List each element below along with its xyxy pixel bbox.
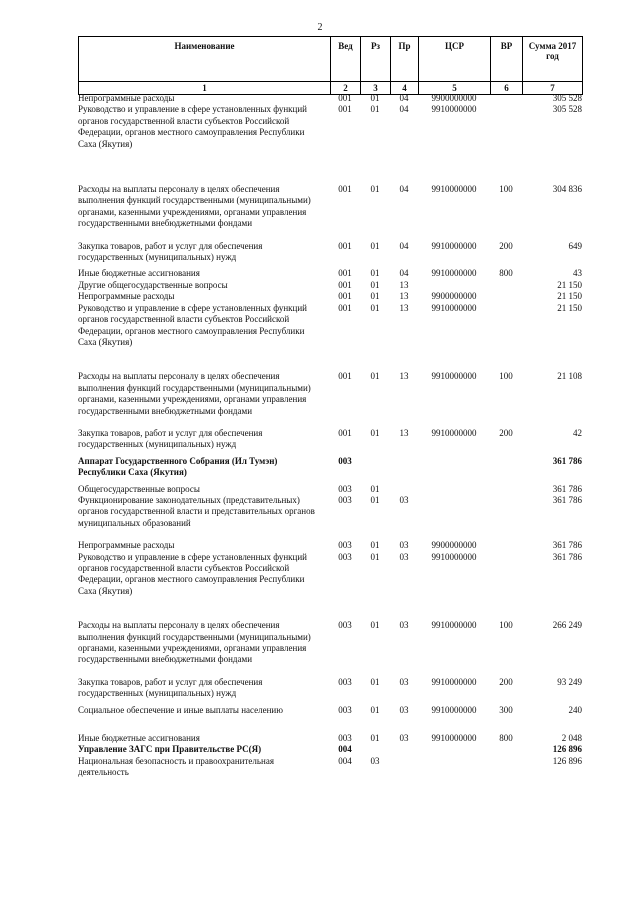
row-vr: 100	[499, 620, 513, 631]
row-name: Другие общегосударственные вопросы	[78, 279, 228, 290]
row-rz: 01	[370, 240, 380, 251]
row-rz: 01	[370, 93, 380, 103]
row-vr	[490, 756, 522, 779]
table-row	[78, 184, 582, 230]
row-ved: 001	[338, 279, 352, 290]
row-rz: 01	[370, 184, 380, 195]
row-ved: 003	[338, 704, 352, 715]
row-pr: 03	[399, 551, 409, 562]
table-row	[78, 733, 582, 744]
header-index-3: 3	[361, 82, 391, 95]
row-pr: 03	[399, 704, 409, 715]
table-row	[78, 280, 582, 291]
row-pr	[390, 484, 418, 495]
row-name: Руководство и управление в сфере установленных функций органов государственной власти субъектов Российской Федерации, органов местного самоуправления Республики Саха (Якутия)	[78, 302, 307, 347]
table-row	[78, 93, 582, 104]
row-ved: 003	[338, 540, 352, 551]
row-sum: 21 150	[557, 302, 582, 313]
row-name: Закупка товаров, работ и услуг для обеспечения государственных (муниципальных) нужд	[78, 240, 263, 263]
row-name: Социальное обеспечение и иные выплаты населению	[78, 704, 283, 715]
row-name: Расходы на выплаты персоналу в целях обеспечения выполнения функций государственными (муниципальными) органами, казенными учреждениями, органами управления государственными внебюджетными фондами	[78, 620, 311, 665]
row-vr	[490, 456, 522, 479]
row-ved: 001	[338, 371, 352, 382]
row-vr	[490, 540, 522, 551]
row-vr	[490, 484, 522, 495]
row-csr: 9910000000	[431, 268, 477, 279]
row-pr: 03	[399, 620, 409, 631]
row-vr	[490, 291, 522, 302]
row-vr	[490, 280, 522, 291]
row-csr: 9900000000	[431, 540, 477, 551]
header-csr: ЦСР	[419, 37, 491, 82]
row-rz: 01	[370, 291, 380, 302]
row-csr	[418, 280, 490, 291]
row-sum: 240	[568, 704, 582, 715]
row-pr: 04	[399, 104, 409, 115]
row-rz: 01	[370, 704, 380, 715]
table-row	[78, 428, 582, 451]
table-row	[78, 756, 582, 779]
row-pr: 04	[399, 268, 409, 279]
row-ved: 004	[338, 755, 352, 766]
row-sum: 361 786	[552, 455, 582, 466]
row-rz: 01	[370, 268, 380, 279]
table-row	[78, 104, 582, 150]
row-sum: 42	[573, 427, 582, 438]
row-name: Иные бюджетные ассигнования	[78, 733, 200, 744]
budget-table-body	[78, 93, 582, 779]
row-sum: 304 836	[552, 184, 582, 195]
row-pr	[390, 744, 418, 755]
row-ved: 003	[338, 733, 352, 744]
row-rz: 01	[370, 551, 380, 562]
row-csr: 9910000000	[431, 620, 477, 631]
row-pr: 04	[399, 240, 409, 251]
row-csr: 9910000000	[431, 302, 477, 313]
row-rz: 01	[370, 494, 380, 505]
row-csr	[418, 495, 490, 529]
row-ved: 001	[338, 93, 352, 103]
row-vr	[490, 93, 522, 104]
row-pr: 03	[399, 676, 409, 687]
table-row	[78, 540, 582, 551]
row-csr: 9910000000	[431, 104, 477, 115]
row-pr: 13	[399, 371, 409, 382]
row-ved: 003	[338, 620, 352, 631]
row-sum: 361 786	[552, 540, 582, 551]
row-pr: 04	[399, 93, 409, 103]
row-name: Национальная безопасность и правоохранительная деятельность	[78, 755, 274, 778]
row-name: Расходы на выплаты персоналу в целях обеспечения выполнения функций государственными (муниципальными) органами, казенными учреждениями, органами управления государственными внебюджетными фондами	[78, 371, 311, 416]
row-ved: 003	[338, 676, 352, 687]
header-index-2: 2	[331, 82, 361, 95]
table-header	[78, 36, 583, 95]
row-sum: 93 249	[557, 676, 582, 687]
header-index-7: 7	[523, 82, 583, 95]
header-ved: Вед	[331, 37, 361, 82]
row-pr: 03	[399, 540, 409, 551]
row-pr	[390, 456, 418, 479]
row-csr	[418, 456, 490, 479]
table-row	[78, 495, 582, 529]
row-sum: 21 150	[557, 291, 582, 302]
table-row	[78, 677, 582, 700]
row-ved: 001	[338, 268, 352, 279]
header-rz: Рз	[361, 37, 391, 82]
row-rz: 01	[370, 279, 380, 290]
row-csr: 9910000000	[431, 427, 477, 438]
row-vr: 100	[499, 371, 513, 382]
table-row	[78, 705, 582, 716]
table-row	[78, 552, 582, 598]
row-pr: 03	[399, 733, 409, 744]
header-index-1: 1	[79, 82, 331, 95]
row-ved: 003	[338, 551, 352, 562]
table-row	[78, 456, 582, 479]
row-name: Непрограммные расходы	[78, 291, 175, 302]
table-row	[78, 291, 582, 302]
header-index-6: 6	[491, 82, 523, 95]
header-name: Наименование	[79, 37, 331, 82]
header-pr: Пр	[391, 37, 419, 82]
row-name: Закупка товаров, работ и услуг для обеспечения государственных (муниципальных) нужд	[78, 427, 263, 450]
row-pr: 13	[399, 427, 409, 438]
table-row	[78, 620, 582, 666]
row-csr: 9910000000	[431, 733, 477, 744]
row-pr: 04	[399, 184, 409, 195]
row-rz: 01	[370, 104, 380, 115]
row-sum: 21 108	[557, 371, 582, 382]
row-name: Общегосударственные вопросы	[78, 483, 200, 494]
row-csr	[418, 484, 490, 495]
row-ved: 001	[338, 184, 352, 195]
row-vr	[490, 552, 522, 598]
row-vr: 300	[499, 704, 513, 715]
row-sum: 361 786	[552, 494, 582, 505]
row-name: Непрограммные расходы	[78, 540, 175, 551]
row-pr	[390, 756, 418, 779]
row-rz	[360, 456, 390, 479]
row-rz: 01	[370, 676, 380, 687]
row-sum: 126 896	[552, 755, 582, 766]
row-rz: 03	[370, 755, 380, 766]
row-name: Непрограммные расходы	[78, 93, 175, 103]
row-ved: 001	[338, 291, 352, 302]
header-index-4: 4	[391, 82, 419, 95]
row-vr: 200	[499, 427, 513, 438]
row-rz: 01	[370, 427, 380, 438]
row-ved: 003	[338, 483, 352, 494]
row-sum: 305 528	[552, 104, 582, 115]
row-ved: 001	[338, 240, 352, 251]
row-name: Закупка товаров, работ и услуг для обеспечения государственных (муниципальных) нужд	[78, 676, 263, 699]
row-pr: 13	[399, 291, 409, 302]
row-name: Руководство и управление в сфере установленных функций органов государственной власти субъектов Российской Федерации, органов местного самоуправления Республики Саха (Якутия)	[78, 551, 307, 596]
row-pr: 13	[399, 279, 409, 290]
row-ved: 001	[338, 427, 352, 438]
table-row	[78, 744, 582, 755]
row-pr: 03	[399, 494, 409, 505]
row-name: Иные бюджетные ассигнования	[78, 268, 200, 279]
row-name: Функционирование законодательных (представительных) органов государственной власти и представительных органов муниципальных образований	[78, 494, 315, 528]
row-pr: 13	[399, 302, 409, 313]
row-ved: 003	[338, 455, 352, 466]
row-sum: 2 048	[561, 733, 582, 744]
row-rz: 01	[370, 540, 380, 551]
row-csr: 9900000000	[431, 93, 477, 103]
row-sum: 126 896	[552, 744, 582, 755]
row-sum: 266 249	[552, 620, 582, 631]
row-rz: 01	[370, 371, 380, 382]
row-ved: 001	[338, 104, 352, 115]
row-sum: 21 150	[557, 279, 582, 290]
row-name: Руководство и управление в сфере установленных функций органов государственной власти субъектов Российской Федерации, органов местного самоуправления Республики Саха (Якутия)	[78, 104, 307, 149]
row-name: Управление ЗАГС при Правительстве РС(Я)	[78, 744, 262, 755]
row-csr	[418, 744, 490, 755]
row-vr	[490, 303, 522, 349]
row-csr: 9910000000	[431, 371, 477, 382]
row-sum: 361 786	[552, 551, 582, 562]
row-ved: 004	[338, 744, 352, 755]
row-ved: 001	[338, 302, 352, 313]
row-csr: 9910000000	[431, 184, 477, 195]
row-vr: 800	[499, 733, 513, 744]
row-name: Аппарат Государственного Собрания (Ил Тумэн) Республики Саха (Якутия)	[78, 455, 278, 478]
header-index-5: 5	[419, 82, 491, 95]
header-sum: Сумма 2017 год	[523, 37, 583, 82]
row-rz	[360, 744, 390, 755]
row-vr: 200	[499, 240, 513, 251]
row-ved: 003	[338, 494, 352, 505]
row-vr: 200	[499, 676, 513, 687]
table-row	[78, 268, 582, 279]
row-sum: 43	[573, 268, 582, 279]
row-vr	[490, 744, 522, 755]
page-number: 2	[317, 22, 323, 33]
row-rz: 01	[370, 733, 380, 744]
table-row	[78, 484, 582, 495]
row-rz: 01	[370, 483, 380, 494]
table-row	[78, 371, 582, 417]
table-row	[78, 241, 582, 264]
row-sum: 649	[568, 240, 582, 251]
row-sum: 305 528	[552, 93, 582, 103]
row-csr	[418, 756, 490, 779]
row-csr: 9910000000	[431, 551, 477, 562]
row-sum: 361 786	[552, 483, 582, 494]
row-vr: 100	[499, 184, 513, 195]
header-vr: ВР	[491, 37, 523, 82]
row-rz: 01	[370, 302, 380, 313]
row-vr	[490, 495, 522, 529]
row-rz: 01	[370, 620, 380, 631]
row-vr	[490, 104, 522, 150]
row-csr: 9910000000	[431, 676, 477, 687]
row-vr: 800	[499, 268, 513, 279]
row-csr: 9900000000	[431, 291, 477, 302]
row-csr: 9910000000	[431, 704, 477, 715]
table-row	[78, 303, 582, 349]
row-csr: 9910000000	[431, 240, 477, 251]
row-name: Расходы на выплаты персоналу в целях обеспечения выполнения функций государственными (муниципальными) органами, казенными учреждениями, органами управления государственными внебюджетными фондами	[78, 184, 311, 229]
